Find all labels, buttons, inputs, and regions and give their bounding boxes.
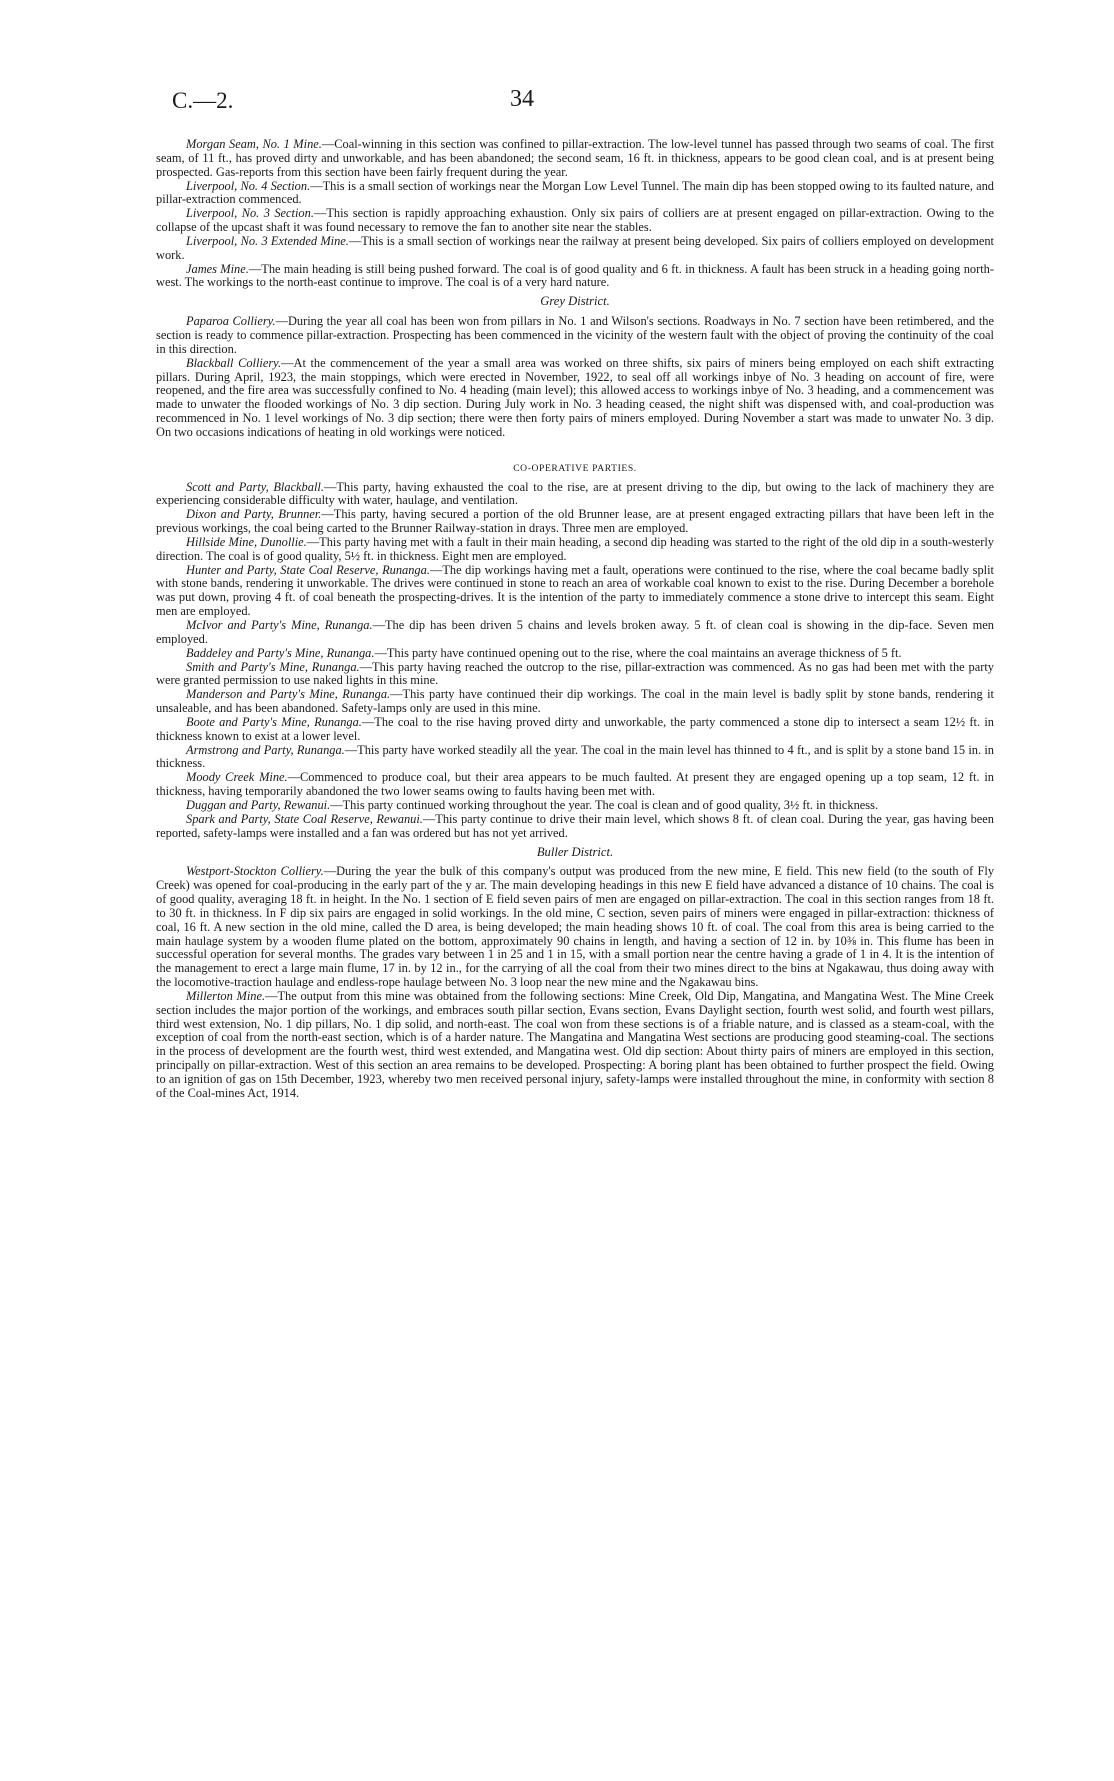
entry-text: —The main heading is still being pushed forward. The coal is of good quality and 6 ft. in thickness. A fault has been struck in a heading going north-west. The workings to the north-east continue to improve. The coal is of a very hard nature. [156,261,994,290]
entry-liverpool-3 [156,207,994,235]
section-mines [156,138,994,290]
entry-liverpool-4 [156,180,994,208]
entry-spark [156,813,994,841]
entry-title: McIvor and Party's Mine, Runanga. [186,618,373,632]
entry-title: Spark and Party, State Coal Reserve, Rewanui. [186,811,423,826]
entry-text: —This party have continued opening out to the rise, where the coal maintains an average thickness of 5 ft. [374,645,902,660]
entry-hillside [156,536,994,564]
entry-title: Dixon and Party, Brunner. [186,507,322,522]
entry-title: Blackball Colliery. [186,355,282,370]
entry-blackball [156,357,994,440]
section-heading: Grey District. [540,294,610,309]
entry-paparoa [156,315,994,357]
entry-text: —The dip has been driven 5 chains and levels broken away. 5 ft. of clean coal is showing in the dip-face. Seven men employed. [156,618,994,646]
entry-text: —This party having met with a fault in their main heading, a second dip heading was started to the right of the old dip in a south-westerly direction. The coal is of good quality, 5½ ft. in thickness. Eight men are employed. [156,534,995,563]
section-heading: Buller District. [536,844,614,859]
section-co-operative-parties [156,462,994,841]
entry-text: —The output from this mine was obtained from the following sections: Mine Creek, Old Dip, Mangatina, and Mangatina West. The Mine Creek section includes the major portion of the workings, and embraces south pillar section, Evans section, Evans Daylight section, fourth west solid, and fourth west pillars, third west extension, No. 1 dip pillars, No. 1 dip solid, and north-east. The coal won from these sections is of a friable nature, and is classed as a steam-coal, with the exception of coal from the north-east section, which is of a harder nature. The Mangatina and Mangatina West sections are producing good steaming-coal. The sections in the process of development are the fourth west, third west extended, and Mangatina west. Old dip section: About thirty pairs of miners are employed in this section, principally on pillar-extraction. West of this section an area remains to be developed. Prospecting: A boring plant has been obtained to further prospect the field. Owing to an ignition of gas on 15th December, 1923, whereby two men received personal injury, safety-lamps were installed throughout the mine, in conformity with section 8 of the Coal-mines Act, 1914. [156,988,994,1100]
entry-text: —This party have continued their dip workings. The coal in the main level is badly split by stone bands, rendering it unsaleable, and has been abandoned. Safety-lamps only are used in this mine. [156,687,994,716]
entry-title: Liverpool, No. 3 Section. [186,206,314,221]
entry-text: —Commenced to produce coal, but their area appears to be much faulted. At present they are engaged opening up a top seam, 12 ft. in thickness, having temporarily abandoned the two lower seams owing to faults having been met with. [156,770,994,799]
entry-title: Millerton Mine. [186,988,266,1003]
entry-dixon [156,508,994,536]
entry-text: —This party, having exhausted the coal to the rise, are at present driving to the dip, but owing to the lack of machinery they are experiencing considerable difficulty with water, haulage, and ventilation. [156,479,994,508]
section-heading: CO-OPERATIVE PARTIES. [513,462,637,474]
report-body [156,138,994,1101]
entry-boote [156,716,994,744]
page-number: 34 [510,86,534,112]
entry-westport-stockton [156,865,994,990]
entry-title: Paparoa Colliery. [186,314,276,329]
entry-text: —The dip workings having met a fault, operations were continued to the rise, where the coal became badly split with stone bands, rendering it unworkable. The drives were continued in stone to reach an area of workable coal known to exist to the rise. During December a borehole was put down, proving 4 ft. of coal beneath the prospecting-drives. It is the intention of the party to immediately commence a stone drive to intercept this seam. Eight men are employed. [156,562,994,619]
entry-title: Boote and Party's Mine, Runanga. [186,714,362,729]
entry-text: —The coal to the rise having proved dirty and unworkable, the party commenced a stone dip to intersect a seam 12½ ft. in thickness known to exist at a lower level. [156,714,994,743]
entry-james-mine [156,263,994,291]
entry-text: —At the commencement of the year a small area was worked on three shifts, six pairs of miners being employed on each shift extracting pillars. During April, 1923, the main stoppings, which were erected in November, 1922, to seal off all workings inbye of No. 3 heading on account of fire, were reopened, and the fire area was successfully confined to No. 4 heading (main level); this allowed access to workings inbye of No. 3 heading, and a commencement was made to unwater the flooded workings of No. 3 dip section. During July work in No. 3 heading ceased, the night shift was dispensed with, and coal-production was recommenced in No. 1 level workings of No. 3 dip section; there were then forty pairs of miners employed. During November a start was made to unwater No. 3 dip. On two occasions indications of heating in old workings were noticed. [156,355,995,439]
entry-smith [156,661,994,689]
entry-hunter [156,564,994,619]
entry-scott [156,481,994,509]
entry-title: Manderson and Party's Mine, Runanga. [186,687,391,702]
entry-title: Smith and Party's Mine, Runanga. [186,659,360,674]
entry-text: —This section is rapidly approaching exhaustion. Only six pairs of colliers are at present engaged on pillar-extraction. Owing to the collapse of the upcast shaft it was found necessary to remove the fan to another site near the stables. [156,206,994,235]
entry-text: —This party continue to drive their main level, which shows 8 ft. of clean coal. During the year, gas having been reported, safety-lamps were installed and a fan was ordered but has not yet arrived. [156,811,994,840]
entry-mcivor [156,619,994,647]
section-buller-district [156,846,994,1101]
entry-title: Duggan and Party, Rewanui. [186,797,331,812]
entry-title: James Mine. [186,261,249,276]
entry-text: —This party continued working throughout the year. The coal is clean and of good quality, 3½ ft. in thickness. [330,797,879,812]
section-grey-district [156,295,994,439]
page-header [158,88,988,118]
entry-text: —This is a small section of workings near the Morgan Low Level Tunnel. The main dip has been stopped owing to its faulted nature, and pillar-extraction commenced. [156,178,995,207]
entry-text: —This is a small section of workings near the railway at present being developed. Six pairs of colliers employed on development work. [156,233,994,262]
entry-baddeley [156,647,994,661]
entry-title: Baddeley and Party's Mine, Runanga. [186,645,375,660]
entry-title: Scott and Party, Blackball. [186,479,324,494]
entry-title: Liverpool, No. 4 Section. [186,178,311,193]
entry-text: —During the year all coal has been won from pillars in No. 1 and Wilson's sections. Roadways in No. 7 section have been retimbered, and the section is ready to commence pillar-extraction. Prospecting has been commenced in the vicinity of the western fault with the object of proving the continuity of the coal in this direction. [156,314,994,356]
entry-title: Armstrong and Party, Runanga. [186,742,345,757]
entry-millerton [156,990,994,1101]
entry-text: —This party having reached the outcrop to the rise, pillar-extraction was commenced. As no gas had been met with the party were granted permission to use naked lights in this mine. [156,659,994,688]
entry-moody-creek [156,771,994,799]
entry-title: Moody Creek Mine. [186,770,288,785]
document-code: C.—2. [172,88,234,113]
entry-liverpool-3-extended [156,235,994,263]
entry-text: —This party, having secured a portion of the old Brunner lease, are at present engaged extracting pillars that have been left in the previous workings, the coal being carted to the Brunner Railway-station in drays. Three men are employed. [156,507,994,536]
entry-title: Hunter and Party, State Coal Reserve, Runanga. [186,562,430,577]
entry-text: —During the year the bulk of this company's output was produced from the new mine, E field. This new field (to the south of Fly Creek) was opened for coal-producing in the early part of the y ar. The main developing headings in this new E field have advanced a distance of 10 chains. The coal is of good quality, averaging 18 ft. in height. In the No. 1 section of E field seven pairs of men are engaged on pillar-extraction. The coal in this section ranges from 18 ft. to 30 ft. in thickness. In F dip six pairs are engaged in solid workings. In the old mine, C section, seven pairs of miners were engaged in pillar-extraction: thickness of coal, 16 ft. A new section in the old mine, called the D area, is being developed; the main heading shows 10 ft. of coal. The coal from this area is being carried to the main haulage system by a wooden flume plated on the bottom, approximately 90 chains in length, and having a section of 12 in. by 10⅜ in. This flume has been in successful operation for several months. The grades vary between 1 in 25 and 1 in 15, with a small portion near the centre having a grade of 1 in 4. It is the intention of the management to erect a large main flume, 17 in. by 12 in., for the carrying of all the coal from their two mines direct to the bins at Ngakawau, thus doing away with the locomotive-traction haulage and endless-rope haulage between No. 3 loop near the new mine and the Ngakawau bins. [156,864,995,990]
entry-title: Morgan Seam, No. 1 Mine. [186,137,322,151]
entry-title: Hillside Mine, Dunollie. [186,534,307,549]
entry-text: —Coal-winning in this section was confined to pillar-extraction. The low-level tunnel has passed through two seams of coal. The first seam, of 11 ft., has proved dirty and unworkable, and has been abandoned; the second seam, 16 ft. in thickness, appears to be good clean coal, and is at present being prospected. Gas-reports from this section have been fairly frequent during the year. [156,137,995,179]
entry-morgan-seam [156,138,994,180]
entry-text: —This party have worked steadily all the year. The coal in the main level has thinned to 4 ft., and is split by a stone band 15 in. in thickness. [156,742,994,771]
entry-duggan [156,799,994,813]
entry-armstrong [156,744,994,772]
entry-manderson [156,688,994,716]
entry-title: Liverpool, No. 3 Extended Mine. [186,233,349,248]
entry-title: Westport-Stockton Colliery. [186,864,324,879]
